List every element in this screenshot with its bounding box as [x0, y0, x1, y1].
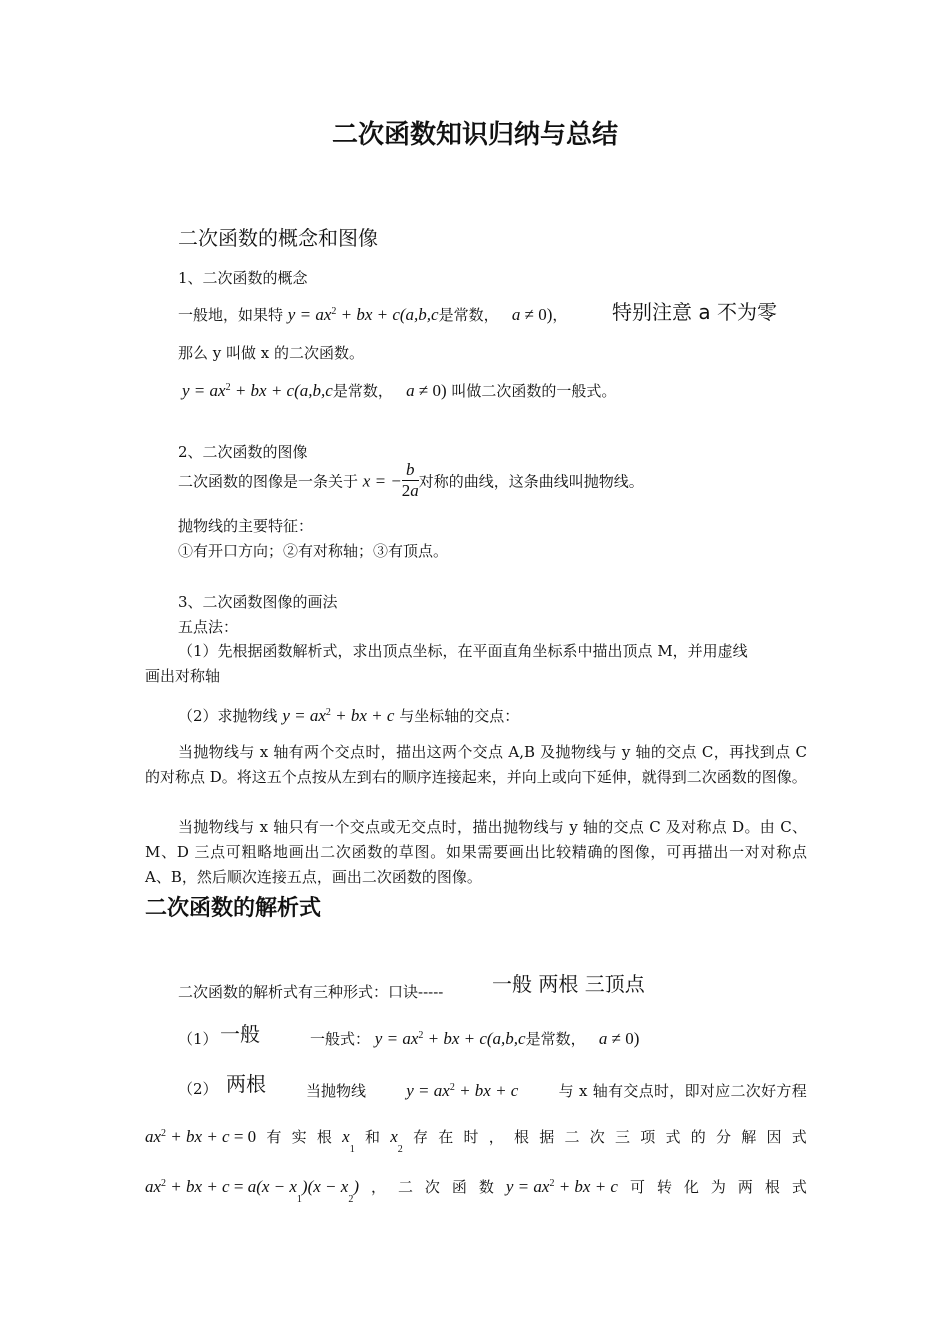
row3-tail-char: 转 [656, 1178, 672, 1196]
definition-line: 一般地，如果特 $y = ax^2$ + bx + c(a,b,c是常数， a ≠ 0)， [178, 305, 568, 324]
definition-prefix: 一般地，如果特 [178, 306, 284, 324]
general-form-line [182, 378, 616, 401]
root-x1: $x_1$ [342, 1127, 355, 1155]
row3-mid-char: 数 [478, 1178, 494, 1196]
general-form-suffix: 叫做二次函数的一般式。 [451, 382, 617, 400]
row3-tail-char: 式 [791, 1178, 807, 1196]
a-nonzero-condition-2: a ≠ 0) [397, 381, 447, 400]
row2-tail-char: 式 [791, 1128, 807, 1146]
features-title: 抛物线的主要特征： [178, 517, 314, 535]
row2-char: 有 [266, 1128, 282, 1146]
definition-line-2: 那么 y 叫做 x 的二次函数。 [178, 344, 365, 362]
paragraph-one-or-no-intersection: 当抛物线与 x 轴只有一个交点或无交点时，描出抛物线与 y 轴的交点 C 及对称点 D。由 C、M、D 三点可粗略地画出二次函数的草图。如果需要画出比较精确的图像，可再描出一对对称点 A、B，然后顺次连接五点，画出二次函数的图像。 [145, 818, 807, 886]
features-list: ①有开口方向；②有对称轴；③有顶点。 [178, 542, 449, 560]
form-1-note: 是常数， [525, 1030, 586, 1048]
form-2-factor-line [145, 1176, 807, 1205]
form-2-roots-line [145, 1126, 807, 1155]
form-1-label: 一般式： [310, 1030, 371, 1048]
axis-formula: x = − [362, 471, 402, 491]
form-2-parabola-formula: $y = ax^2$ + bx + c [406, 1081, 519, 1100]
form-2-number: （2） [178, 1080, 218, 1098]
general-form-formula: $y = ax^2$ + bx + c(a,b,c [287, 305, 439, 324]
row2-tail-char: 项 [640, 1128, 656, 1146]
step-2-suffix: 与坐标轴的交点： [399, 707, 520, 725]
row3-tail-char: 化 [683, 1178, 699, 1196]
row2-tail-char: 解 [741, 1128, 757, 1146]
row2-tail-char: 因 [766, 1128, 782, 1146]
row2-tail-char: 据 [539, 1128, 555, 1146]
row3-mid-char: 函 [451, 1178, 467, 1196]
row2-tail-char: 根 [513, 1128, 529, 1146]
row3-tail-char: 可 [629, 1178, 645, 1196]
row2-tail-char: 在 [438, 1128, 454, 1146]
row3-tail-char: 为 [710, 1178, 726, 1196]
row3-comma: ， [370, 1178, 386, 1196]
general-form-formula-2: $y = ax^2$ + bx + c(a,b,c [182, 381, 333, 400]
row2-tail-char: 二 [564, 1128, 580, 1146]
form-1-line [310, 1026, 639, 1049]
quadratic-equation: $ax^2$ + bx + c = 0 [145, 1127, 257, 1146]
five-point-method: 五点法： [178, 618, 239, 636]
row3-mid-char: 次 [424, 1178, 440, 1196]
definition-note: 是常数， [438, 306, 499, 324]
parabola-formula: $y = ax^2$ + bx + c [282, 706, 395, 725]
row3-tail-char: 两 [737, 1178, 753, 1196]
section-heading-analytic-forms: 二次函数的解析式 [145, 896, 322, 921]
a-nonzero-condition: a ≠ 0) [503, 305, 553, 324]
row2-tail-char: 时 [463, 1128, 479, 1146]
row2-char: 根 [316, 1128, 332, 1146]
subsection-label-drawing: 3、二次函数图像的画法 [178, 593, 338, 611]
row2-tail-char: 次 [589, 1128, 605, 1146]
form-1-condition: a ≠ 0) [590, 1029, 640, 1048]
subsection-label-concept: 1、二次函数的概念 [178, 269, 308, 287]
form-1-number: （1） [178, 1030, 218, 1048]
step-2-prefix: （2）求抛物线 [178, 707, 278, 725]
axis-of-symmetry-line [178, 462, 644, 503]
row2-tail-char: 的 [690, 1128, 706, 1146]
step-2-line [178, 703, 519, 726]
row2-tail-char: 存 [412, 1128, 428, 1146]
subsection-label-graph: 2、二次函数的图像 [178, 443, 308, 461]
row3-mid-char: 二 [397, 1178, 413, 1196]
forms-intro: 二次函数的解析式有三种形式：口诀----- [178, 983, 444, 1001]
form-2-text-a: 当抛物线 [306, 1082, 367, 1100]
factored-form-formula: $ax^2$ + bx + $c = a(x - x_1)(x - x_2)$ [145, 1177, 359, 1205]
step-1-line-1: （1）先根据函数解析式，求出顶点坐标，在平面直角坐标系中描出顶点 M，并用虚线 [178, 642, 748, 660]
row2-char: 实 [291, 1128, 307, 1146]
page-title: 二次函数知识归纳与总结 [331, 120, 618, 150]
axis-line-suffix: 对称的曲线，这条曲线叫抛物线。 [418, 472, 644, 491]
axis-line-prefix: 二次函数的图像是一条关于 [178, 472, 359, 491]
paragraph-two-intersections: 当抛物线与 x 轴有两个交点时，描出这两个交点 A,B 及抛物线与 y 轴的交点 C，再找到点 C 的对称点 D。将这五个点按从左到右的顺序连接起来，并向上或向下延伸，就得到二次函数的图像。 [145, 743, 807, 786]
step-1-line-2: 画出对称轴 [145, 667, 221, 685]
general-form-note: 是常数， [332, 382, 393, 400]
forms-mnemonic: 一般 两根 三顶点 [492, 972, 645, 996]
root-x2: $x_2$ [390, 1127, 403, 1155]
axis-fraction: $\frac{b}{2a}$ [401, 460, 419, 500]
row2-tail-char: 分 [715, 1128, 731, 1146]
section-heading-concept: 二次函数的概念和图像 [178, 226, 378, 250]
row2-tail-char: 三 [614, 1128, 630, 1146]
row2-tail-char: 式 [665, 1128, 681, 1146]
row2-tail-char: ， [488, 1128, 504, 1146]
form-2-name: 两根 [226, 1072, 266, 1096]
form-1-formula: $y = ax^2$ + bx + c(a,b,c [374, 1029, 526, 1048]
note-a-nonzero: 特别注意 a 不为零 [612, 300, 777, 324]
function-formula: $y = ax^2$ + bx + c [505, 1177, 618, 1196]
form-2-line [306, 1078, 807, 1101]
form-1-name: 一般 [220, 1022, 260, 1046]
row2-and: 和 [364, 1128, 380, 1146]
row3-tail-char: 根 [764, 1178, 780, 1196]
form-2-text-b: 与 x 轴有交点时，即对应二次好方程 [558, 1082, 807, 1100]
